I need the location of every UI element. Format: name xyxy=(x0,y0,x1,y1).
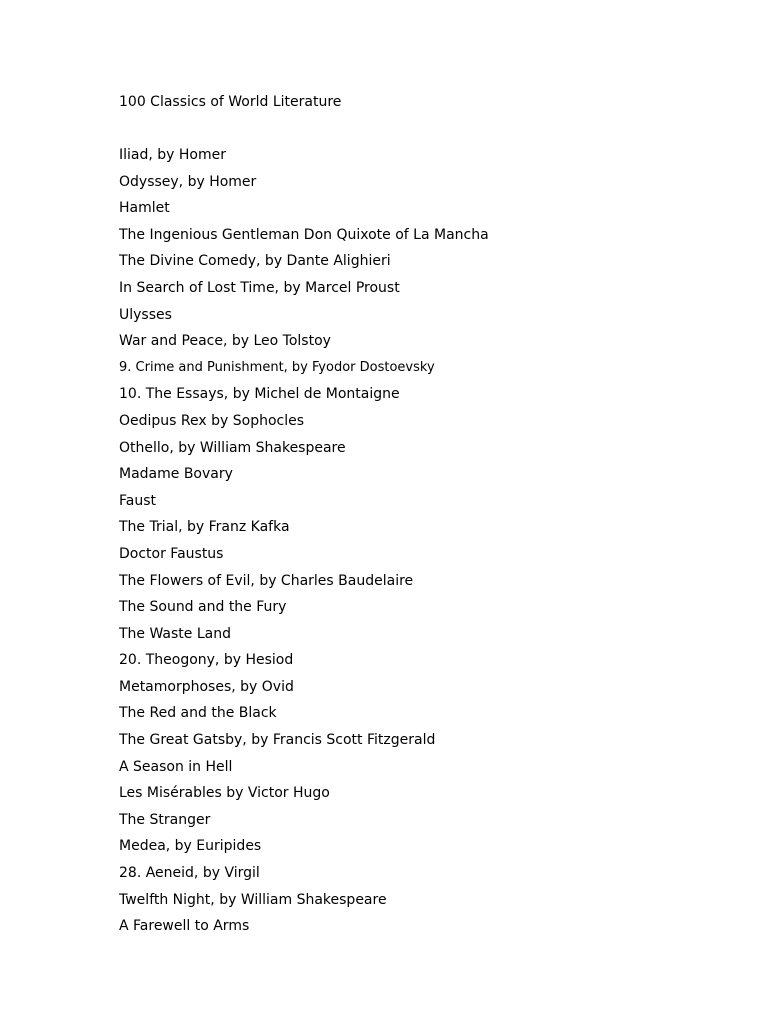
list-item: Othello, by William Shakespeare xyxy=(119,439,346,456)
list-item: The Waste Land xyxy=(119,625,231,642)
list-item: The Red and the Black xyxy=(119,705,277,722)
list-item: Madame Bovary xyxy=(119,466,233,483)
list-item: Iliad, by Homer xyxy=(119,147,226,163)
list-item: The Great Gatsby, by Francis Scott Fitzgerald xyxy=(119,732,436,749)
list-item: 20. Theogony, by Hesiod xyxy=(119,652,294,669)
document-title: 100 Classics of World Literature xyxy=(119,94,342,110)
list-item: The Stranger xyxy=(119,811,211,828)
book-list xyxy=(119,145,489,943)
list-item: Odyssey, by Homer xyxy=(119,173,257,190)
list-item: The Trial, by Franz Kafka xyxy=(119,519,290,536)
list-item: The Divine Comedy, by Dante Alighieri xyxy=(119,253,391,270)
list-item: 28. Aeneid, by Virgil xyxy=(119,865,260,882)
list-item: Hamlet xyxy=(119,200,170,217)
list-item: Faust xyxy=(119,492,157,509)
list-item: 10. The Essays, by Michel de Montaigne xyxy=(119,386,400,403)
list-item: Twelfth Night, by William Shakespeare xyxy=(119,891,387,908)
list-item: 9. Crime and Punishment, by Fyodor Dostoevsky xyxy=(119,359,435,375)
list-item: The Sound and the Fury xyxy=(119,599,287,616)
list-item: War and Peace, by Leo Tolstoy xyxy=(119,333,331,350)
list-item: The Flowers of Evil, by Charles Baudelaire xyxy=(119,572,414,589)
list-item: The Ingenious Gentleman Don Quixote of La Mancha xyxy=(119,226,489,243)
list-item: A Season in Hell xyxy=(119,758,233,775)
list-item: Medea, by Euripides xyxy=(119,838,262,855)
list-item: Ulysses xyxy=(119,306,172,323)
list-item: A Farewell to Arms xyxy=(119,918,250,935)
list-item: Les Misérables by Victor Hugo xyxy=(119,785,330,802)
list-item: Metamorphoses, by Ovid xyxy=(119,678,294,695)
list-item: Oedipus Rex by Sophocles xyxy=(119,412,305,429)
list-item: Doctor Faustus xyxy=(119,545,224,562)
list-item: In Search of Lost Time, by Marcel Proust xyxy=(119,279,400,296)
